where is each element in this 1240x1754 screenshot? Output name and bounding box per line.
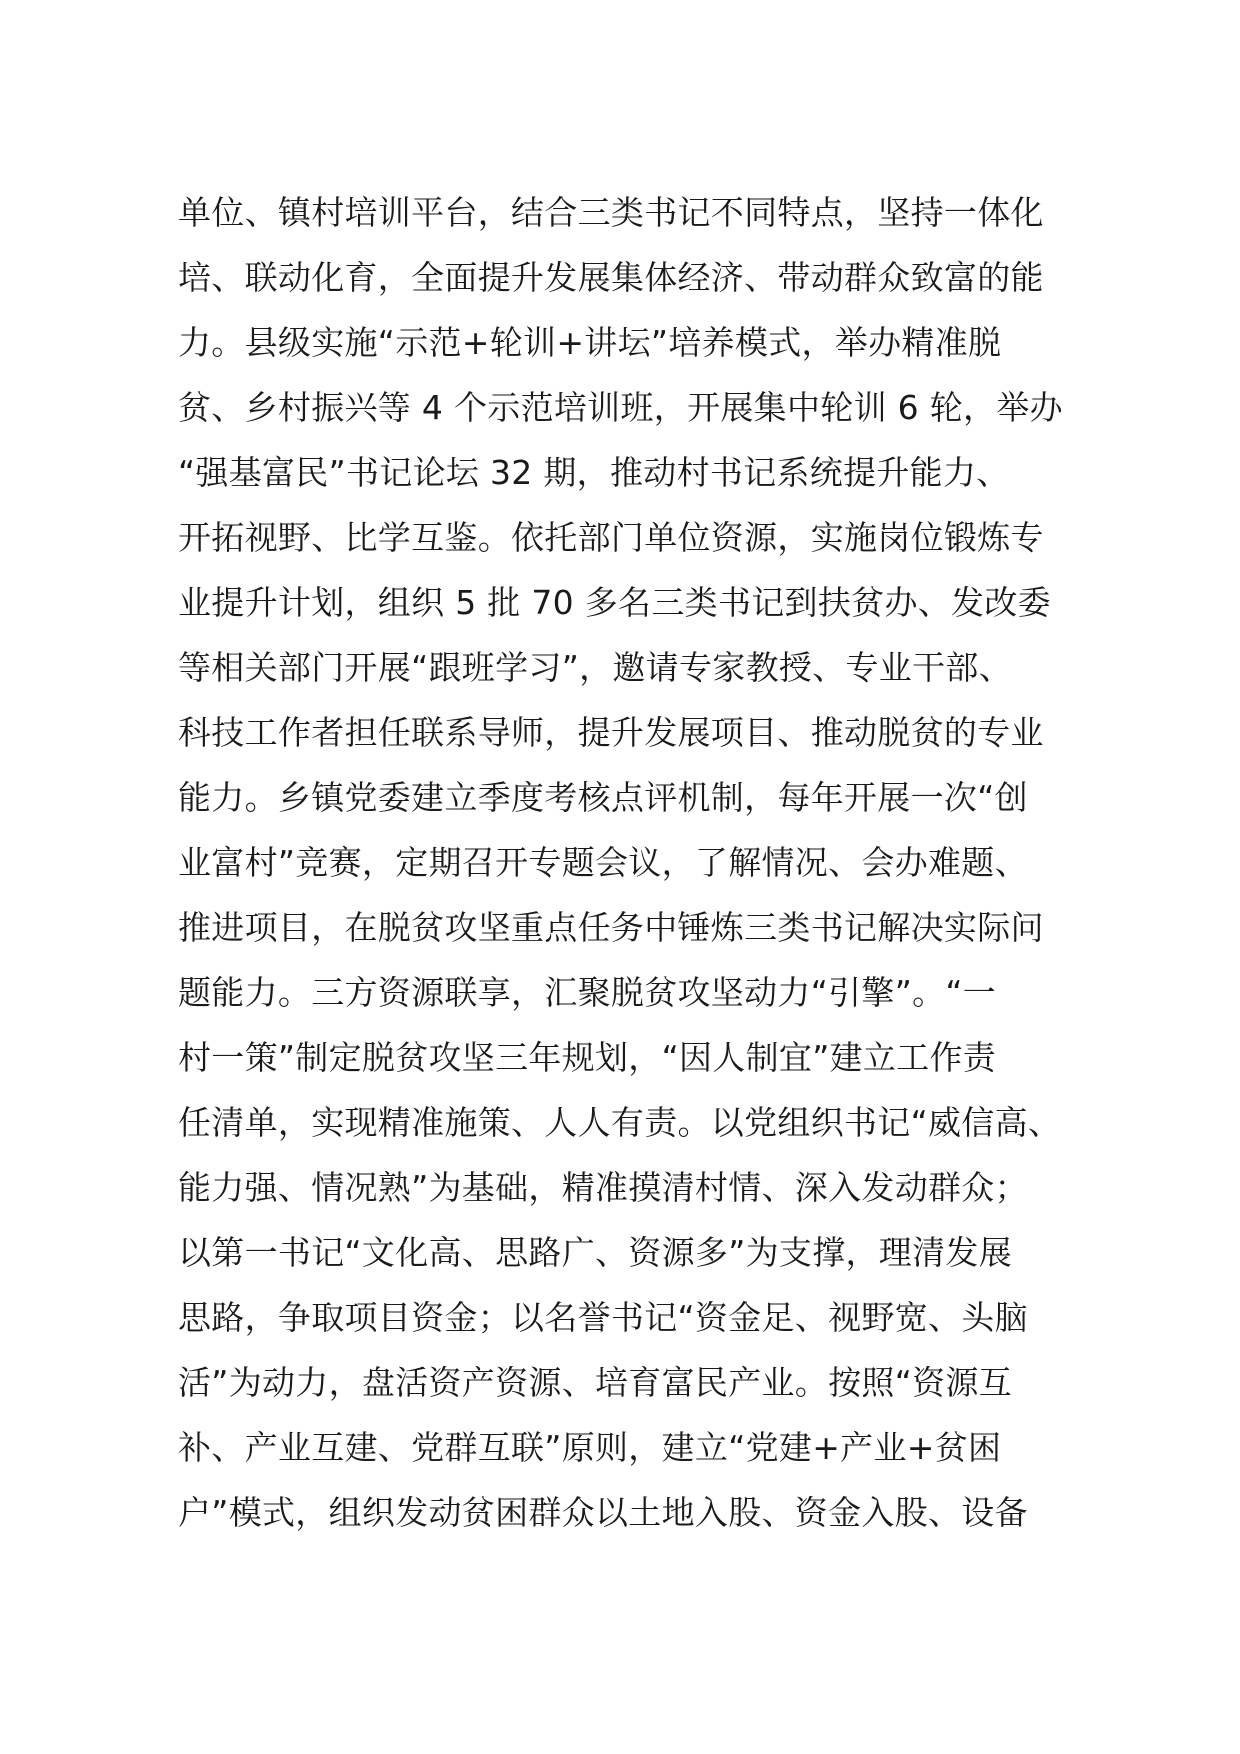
text-line: 等相关部门开展“跟班学习”，邀请专家教授、专业干部、 [178,648,1012,687]
text-line: 题能力。三方资源联享，汇聚脱贫攻坚动力“引擎”。“一 [178,973,997,1012]
text-line: “强基富民”书记论坛 32 期，推动村书记系统提升能力、 [178,453,1010,492]
text-line: 任清单，实现精准施策、人人有责。以党组织书记“威信高、 [178,1103,1062,1142]
text-line: 思路，争取项目资金；以名誉书记“资金足、视野宽、头脑 [178,1298,1028,1337]
text-line: 户”模式，组织发动贫困群众以土地入股、资金入股、设备 [178,1493,1028,1532]
text-line: 力。县级实施“示范+轮训+讲坛”培养模式，举办精准脱 [178,323,1002,362]
text-line: 能力。乡镇党委建立季度考核点评机制，每年开展一次“创 [178,778,1028,817]
text-line: 补、产业互建、党群互联”原则，建立“党建+产业+贫困 [178,1428,1002,1467]
text-line: 能力强、情况熟”为基础，精准摸清村情、深入发动群众； [178,1168,1028,1207]
text-line: 单位、镇村培训平台，结合三类书记不同特点，坚持一体化 [178,193,1044,232]
text-line: 村一策”制定脱贫攻坚三年规划，“因人制宜”建立工作责 [178,1038,997,1077]
body-text [178,180,1078,1545]
text-line: 业提升计划，组织 5 批 70 多名三类书记到扶贫办、发改委 [178,583,1051,622]
text-line: 开拓视野、比学互鉴。依托部门单位资源，实施岗位锻炼专 [178,518,1044,557]
text-line: 科技工作者担任联系导师，提升发展项目、推动脱贫的专业 [178,713,1044,752]
text-line: 培、联动化育，全面提升发展集体经济、带动群众致富的能 [178,258,1044,297]
text-line: 活”为动力，盘活资产资源、培育富民产业。按照“资源互 [178,1363,1012,1402]
text-line: 业富村”竞赛，定期召开专题会议，了解情况、会办难题、 [178,843,1028,882]
text-line: 贫、乡村振兴等 4 个示范培训班，开展集中轮训 6 轮，举办 [178,388,1063,427]
text-line: 推进项目，在脱贫攻坚重点任务中锤炼三类书记解决实际问 [178,908,1044,947]
text-line: 以第一书记“文化高、思路广、资源多”为支撑，理清发展 [178,1233,1012,1272]
